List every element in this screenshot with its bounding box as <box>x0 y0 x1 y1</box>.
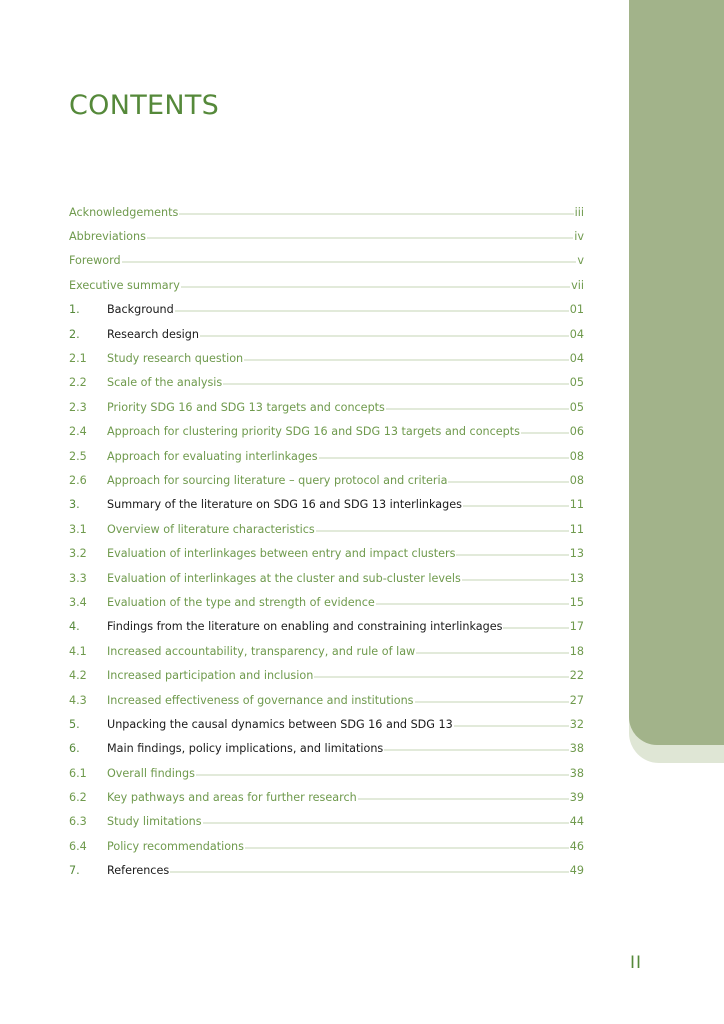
dot-leader <box>244 355 569 362</box>
toc-entry[interactable] <box>69 566 584 590</box>
toc-entry-number: 3.2 <box>69 547 87 561</box>
toc-entry-page: 38 <box>569 766 584 780</box>
toc-entry[interactable] <box>69 322 584 346</box>
toc-entry-title: Abbreviations <box>69 230 146 244</box>
toc-entry-title: Evaluation of the type and strength of evidence <box>107 595 375 609</box>
toc-entry[interactable] <box>69 541 584 565</box>
dot-leader <box>314 672 568 679</box>
toc-entry-title: Main findings, policy implications, and limitations <box>107 742 384 756</box>
toc-entry-page: 13 <box>569 571 584 585</box>
toc-entry-title: Increased effectiveness of governance and institutions <box>107 693 414 707</box>
toc-entry-title: Background <box>107 303 174 317</box>
toc-entry[interactable] <box>69 737 584 761</box>
toc-entry-title: Increased participation and inclusion <box>107 669 314 683</box>
toc-entry-number: 2.1 <box>69 352 87 366</box>
toc-entry-title: Findings from the literature on enabling and constraining interlinkages <box>107 620 503 634</box>
toc-entry-page: 49 <box>569 864 584 878</box>
dot-leader <box>181 282 570 289</box>
toc-entry-number: 6. <box>69 742 80 756</box>
toc-entry[interactable] <box>69 273 584 297</box>
toc-entry-number: 4.2 <box>69 669 87 683</box>
toc-entry-number: 2. <box>69 327 80 341</box>
toc-entry[interactable] <box>69 224 584 248</box>
dot-leader <box>462 575 569 582</box>
toc-entry-title: References <box>107 864 170 878</box>
dot-leader <box>521 428 569 435</box>
toc-entry[interactable] <box>69 615 584 639</box>
toc-entry-title: Study research question <box>107 352 244 366</box>
toc-entry[interactable] <box>69 761 584 785</box>
toc-entry[interactable] <box>69 371 584 395</box>
toc-entry-page: iii <box>574 205 584 219</box>
toc-entry-title: Evaluation of interlinkages between entry and impact clusters <box>107 547 456 561</box>
toc-entry[interactable] <box>69 298 584 322</box>
dot-leader <box>415 697 569 704</box>
toc-entry[interactable] <box>69 590 584 614</box>
toc-entry-number: 6.4 <box>69 839 87 853</box>
dot-leader <box>122 257 577 264</box>
dot-leader <box>503 623 568 630</box>
dot-leader <box>456 550 568 557</box>
toc-entry-page: 17 <box>569 620 584 634</box>
toc-entry-title: Executive summary <box>69 278 180 292</box>
toc-entry-page: v <box>577 254 584 268</box>
dot-leader <box>147 233 573 240</box>
toc-entry[interactable] <box>69 493 584 517</box>
toc-entry-page: 05 <box>569 400 584 414</box>
toc-entry-page: vii <box>571 278 584 292</box>
toc-entry-number: 6.1 <box>69 766 87 780</box>
toc-entry[interactable] <box>69 663 584 687</box>
toc-entry-page: 22 <box>569 669 584 683</box>
toc-entry-page: 39 <box>569 791 584 805</box>
toc-entry-page: 08 <box>569 473 584 487</box>
toc-entry-title: Summary of the literature on SDG 16 and SDG 13 interlinkages <box>107 498 462 512</box>
dot-leader <box>179 209 573 216</box>
toc-entry-number: 2.3 <box>69 400 87 414</box>
dot-leader <box>319 453 569 460</box>
toc-entry-page: 18 <box>569 644 584 658</box>
toc-entry-page: iv <box>574 230 584 244</box>
toc-entry[interactable] <box>69 859 584 883</box>
toc-entry-page: 05 <box>569 376 584 390</box>
dot-leader <box>448 477 568 484</box>
toc-entry-page: 04 <box>569 327 584 341</box>
toc-entry[interactable] <box>69 200 584 224</box>
toc-entry-title: Policy recommendations <box>107 839 244 853</box>
toc-entry[interactable] <box>69 834 584 858</box>
dot-leader <box>358 794 569 801</box>
toc-entry-title: Approach for clustering priority SDG 16 and SDG 13 targets and concepts <box>107 425 520 439</box>
toc-entry-number: 3. <box>69 498 80 512</box>
toc-entry-page: 06 <box>569 425 584 439</box>
toc-entry-title: Approach for sourcing literature – query protocol and criteria <box>107 473 448 487</box>
toc-entry-page: 11 <box>569 498 584 512</box>
toc-entry-page: 13 <box>569 547 584 561</box>
toc-entry-page: 44 <box>569 815 584 829</box>
toc-entry-page: 11 <box>569 522 584 536</box>
toc-entry-title: Evaluation of interlinkages at the cluster and sub-cluster levels <box>107 571 461 585</box>
toc-entry-page: 01 <box>569 303 584 317</box>
toc-entry[interactable] <box>69 712 584 736</box>
toc-entry-number: 2.2 <box>69 376 87 390</box>
dot-leader <box>416 648 569 655</box>
toc-entry[interactable] <box>69 444 584 468</box>
table-of-contents <box>69 200 584 883</box>
toc-entry-page: 15 <box>569 595 584 609</box>
toc-entry[interactable] <box>69 395 584 419</box>
toc-entry-page: 32 <box>569 717 584 731</box>
toc-entry-title: Scale of the analysis <box>107 376 223 390</box>
toc-entry-title: Priority SDG 16 and SDG 13 targets and concepts <box>107 400 385 414</box>
toc-entry[interactable] <box>69 517 584 541</box>
toc-entry-number: 2.6 <box>69 473 87 487</box>
toc-entry-number: 5. <box>69 717 80 731</box>
dot-leader <box>384 745 568 752</box>
toc-entry-page: 27 <box>569 693 584 707</box>
toc-entry[interactable] <box>69 785 584 809</box>
toc-entry-title: Acknowledgements <box>69 205 179 219</box>
dot-leader <box>463 501 569 508</box>
toc-entry-page: 46 <box>569 839 584 853</box>
dot-leader <box>196 770 569 777</box>
toc-entry-number: 2.4 <box>69 425 87 439</box>
toc-entry[interactable] <box>69 346 584 370</box>
toc-entry[interactable] <box>69 639 584 663</box>
toc-entry[interactable] <box>69 249 584 273</box>
toc-entry-page: 04 <box>569 352 584 366</box>
dot-leader <box>376 599 569 606</box>
toc-entry-number: 2.5 <box>69 449 87 463</box>
toc-entry-number: 3.1 <box>69 522 87 536</box>
toc-entry-number: 6.3 <box>69 815 87 829</box>
dot-leader <box>454 721 569 728</box>
dot-leader <box>386 404 569 411</box>
toc-entry-title: Unpacking the causal dynamics between SDG 16 and SDG 13 <box>107 717 453 731</box>
page-title: CONTENTS <box>69 90 220 121</box>
toc-entry-title: Approach for evaluating interlinkages <box>107 449 318 463</box>
dot-leader <box>200 331 569 338</box>
toc-entry[interactable] <box>69 810 584 834</box>
dot-leader <box>203 818 569 825</box>
toc-entry[interactable] <box>69 468 584 492</box>
toc-entry[interactable] <box>69 420 584 444</box>
toc-entry-title: Foreword <box>69 254 121 268</box>
dot-leader <box>223 379 569 386</box>
toc-entry-number: 4. <box>69 620 80 634</box>
toc-entry-title: Key pathways and areas for further research <box>107 791 357 805</box>
toc-entry-title: Research design <box>107 327 199 341</box>
dot-leader <box>316 526 569 533</box>
page-number: II <box>630 953 643 973</box>
toc-entry-number: 4.1 <box>69 644 87 658</box>
toc-entry-number: 1. <box>69 303 80 317</box>
dot-leader <box>245 843 569 850</box>
toc-entry-page: 38 <box>569 742 584 756</box>
toc-entry-number: 3.3 <box>69 571 87 585</box>
toc-entry-number: 3.4 <box>69 595 87 609</box>
toc-entry-title: Increased accountability, transparency, and rule of law <box>107 644 416 658</box>
dot-leader <box>170 867 569 874</box>
toc-entry-number: 4.3 <box>69 693 87 707</box>
toc-entry-title: Study limitations <box>107 815 202 829</box>
dot-leader <box>175 306 569 313</box>
toc-entry-number: 7. <box>69 864 80 878</box>
side-tab <box>629 0 724 745</box>
toc-entry-page: 08 <box>569 449 584 463</box>
toc-entry-title: Overall findings <box>107 766 195 780</box>
toc-entry-title: Overview of literature characteristics <box>107 522 315 536</box>
toc-entry[interactable] <box>69 688 584 712</box>
toc-entry-number: 6.2 <box>69 791 87 805</box>
